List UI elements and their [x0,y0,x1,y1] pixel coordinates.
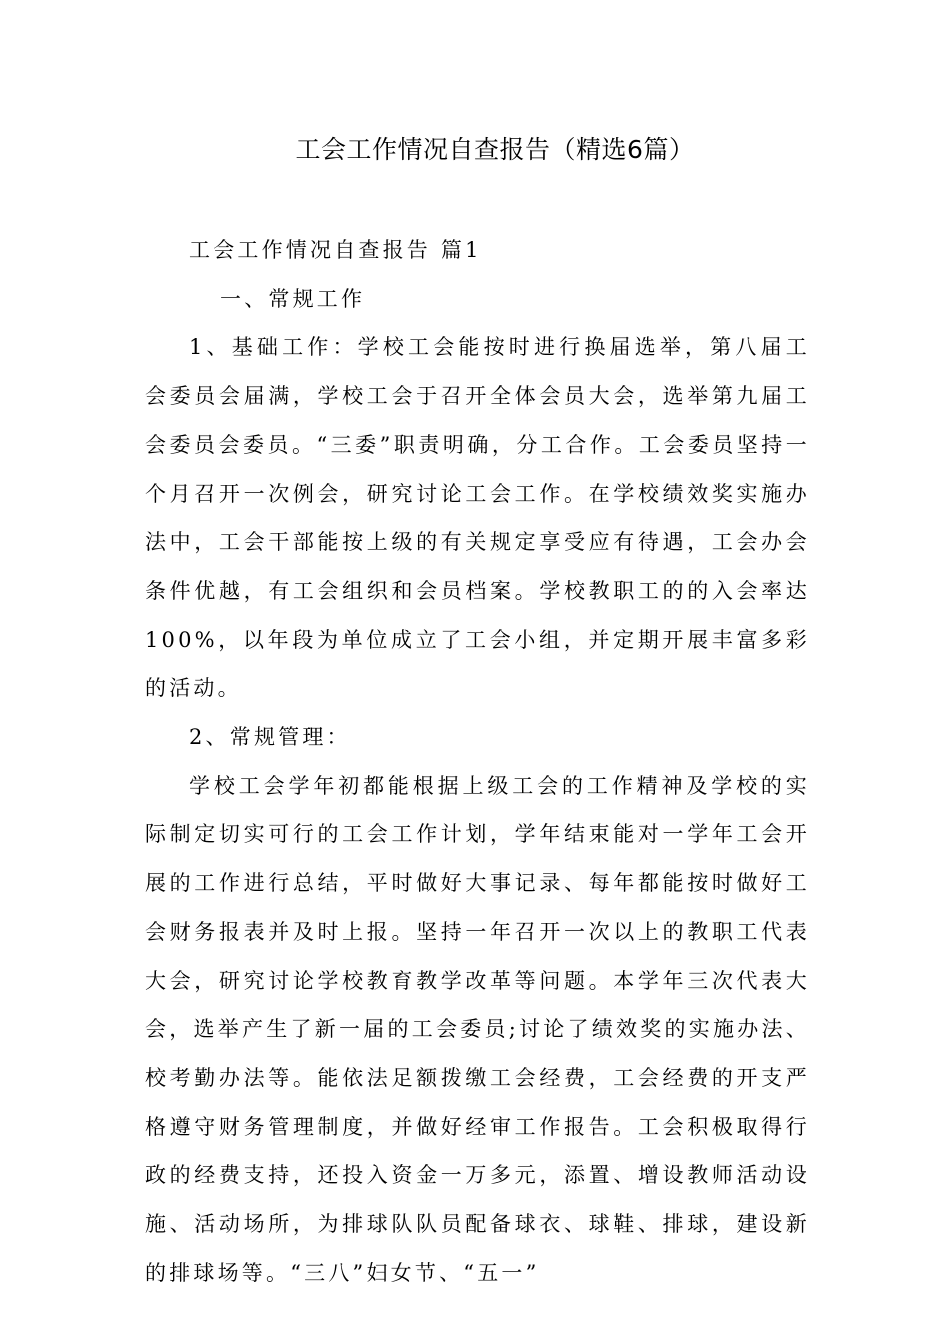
paragraph: 1、基础工作：学校工会能按时进行换届选举，第八届工会委员会届满，学校工会于召开全体会员大会，选举第九届工会委员会委员。“三委”职责明确，分工合作。工会委员坚持一个月召开一次例会，研究讨论工会工作。在学校绩效奖实施办法中，工会干部能按上级的有关规定享受应有待遇，工会办会条件优越，有工会组织和会员档案。学校教职工的的入会率达100%，以年段为单位成立了工会小组，并定期开展丰富多彩的活动。 [145,335,810,701]
subsection-heading: 2、常规管理： [189,725,351,750]
document-body [145,226,810,1297]
section-heading: 工会工作情况自查报告 篇1 [189,238,482,262]
paragraph: 学校工会学年初都能根据上级工会的工作精神及学校的实际制定切实可行的工会工作计划，学年结束能对一学年工会开展的工作进行总结，平时做好大事记录、每年都能按时做好工会财务报表并及时上报。坚持一年召开一次以上的教职工代表大会，研究讨论学校教育教学改革等问题。本学年三次代表大会，选举产生了新一届的工会委员;讨论了绩效奖的实施办法、校考勤办法等。能依法足额拨缴工会经费，工会经费的开支严格遵守财务管理制度，并做好经审工作报告。工会积极取得行政的经费支持，还投入资金一万多元，添置、增设教师活动设施、活动场所，为排球队队员配备球衣、球鞋、排球，建设新的排球场等。“三八”妇女节、“五一” [145,773,810,1285]
subsection-heading: 一、常规工作 [220,286,366,311]
document-title: 工会工作情况自查报告（精选6篇） [295,135,695,164]
